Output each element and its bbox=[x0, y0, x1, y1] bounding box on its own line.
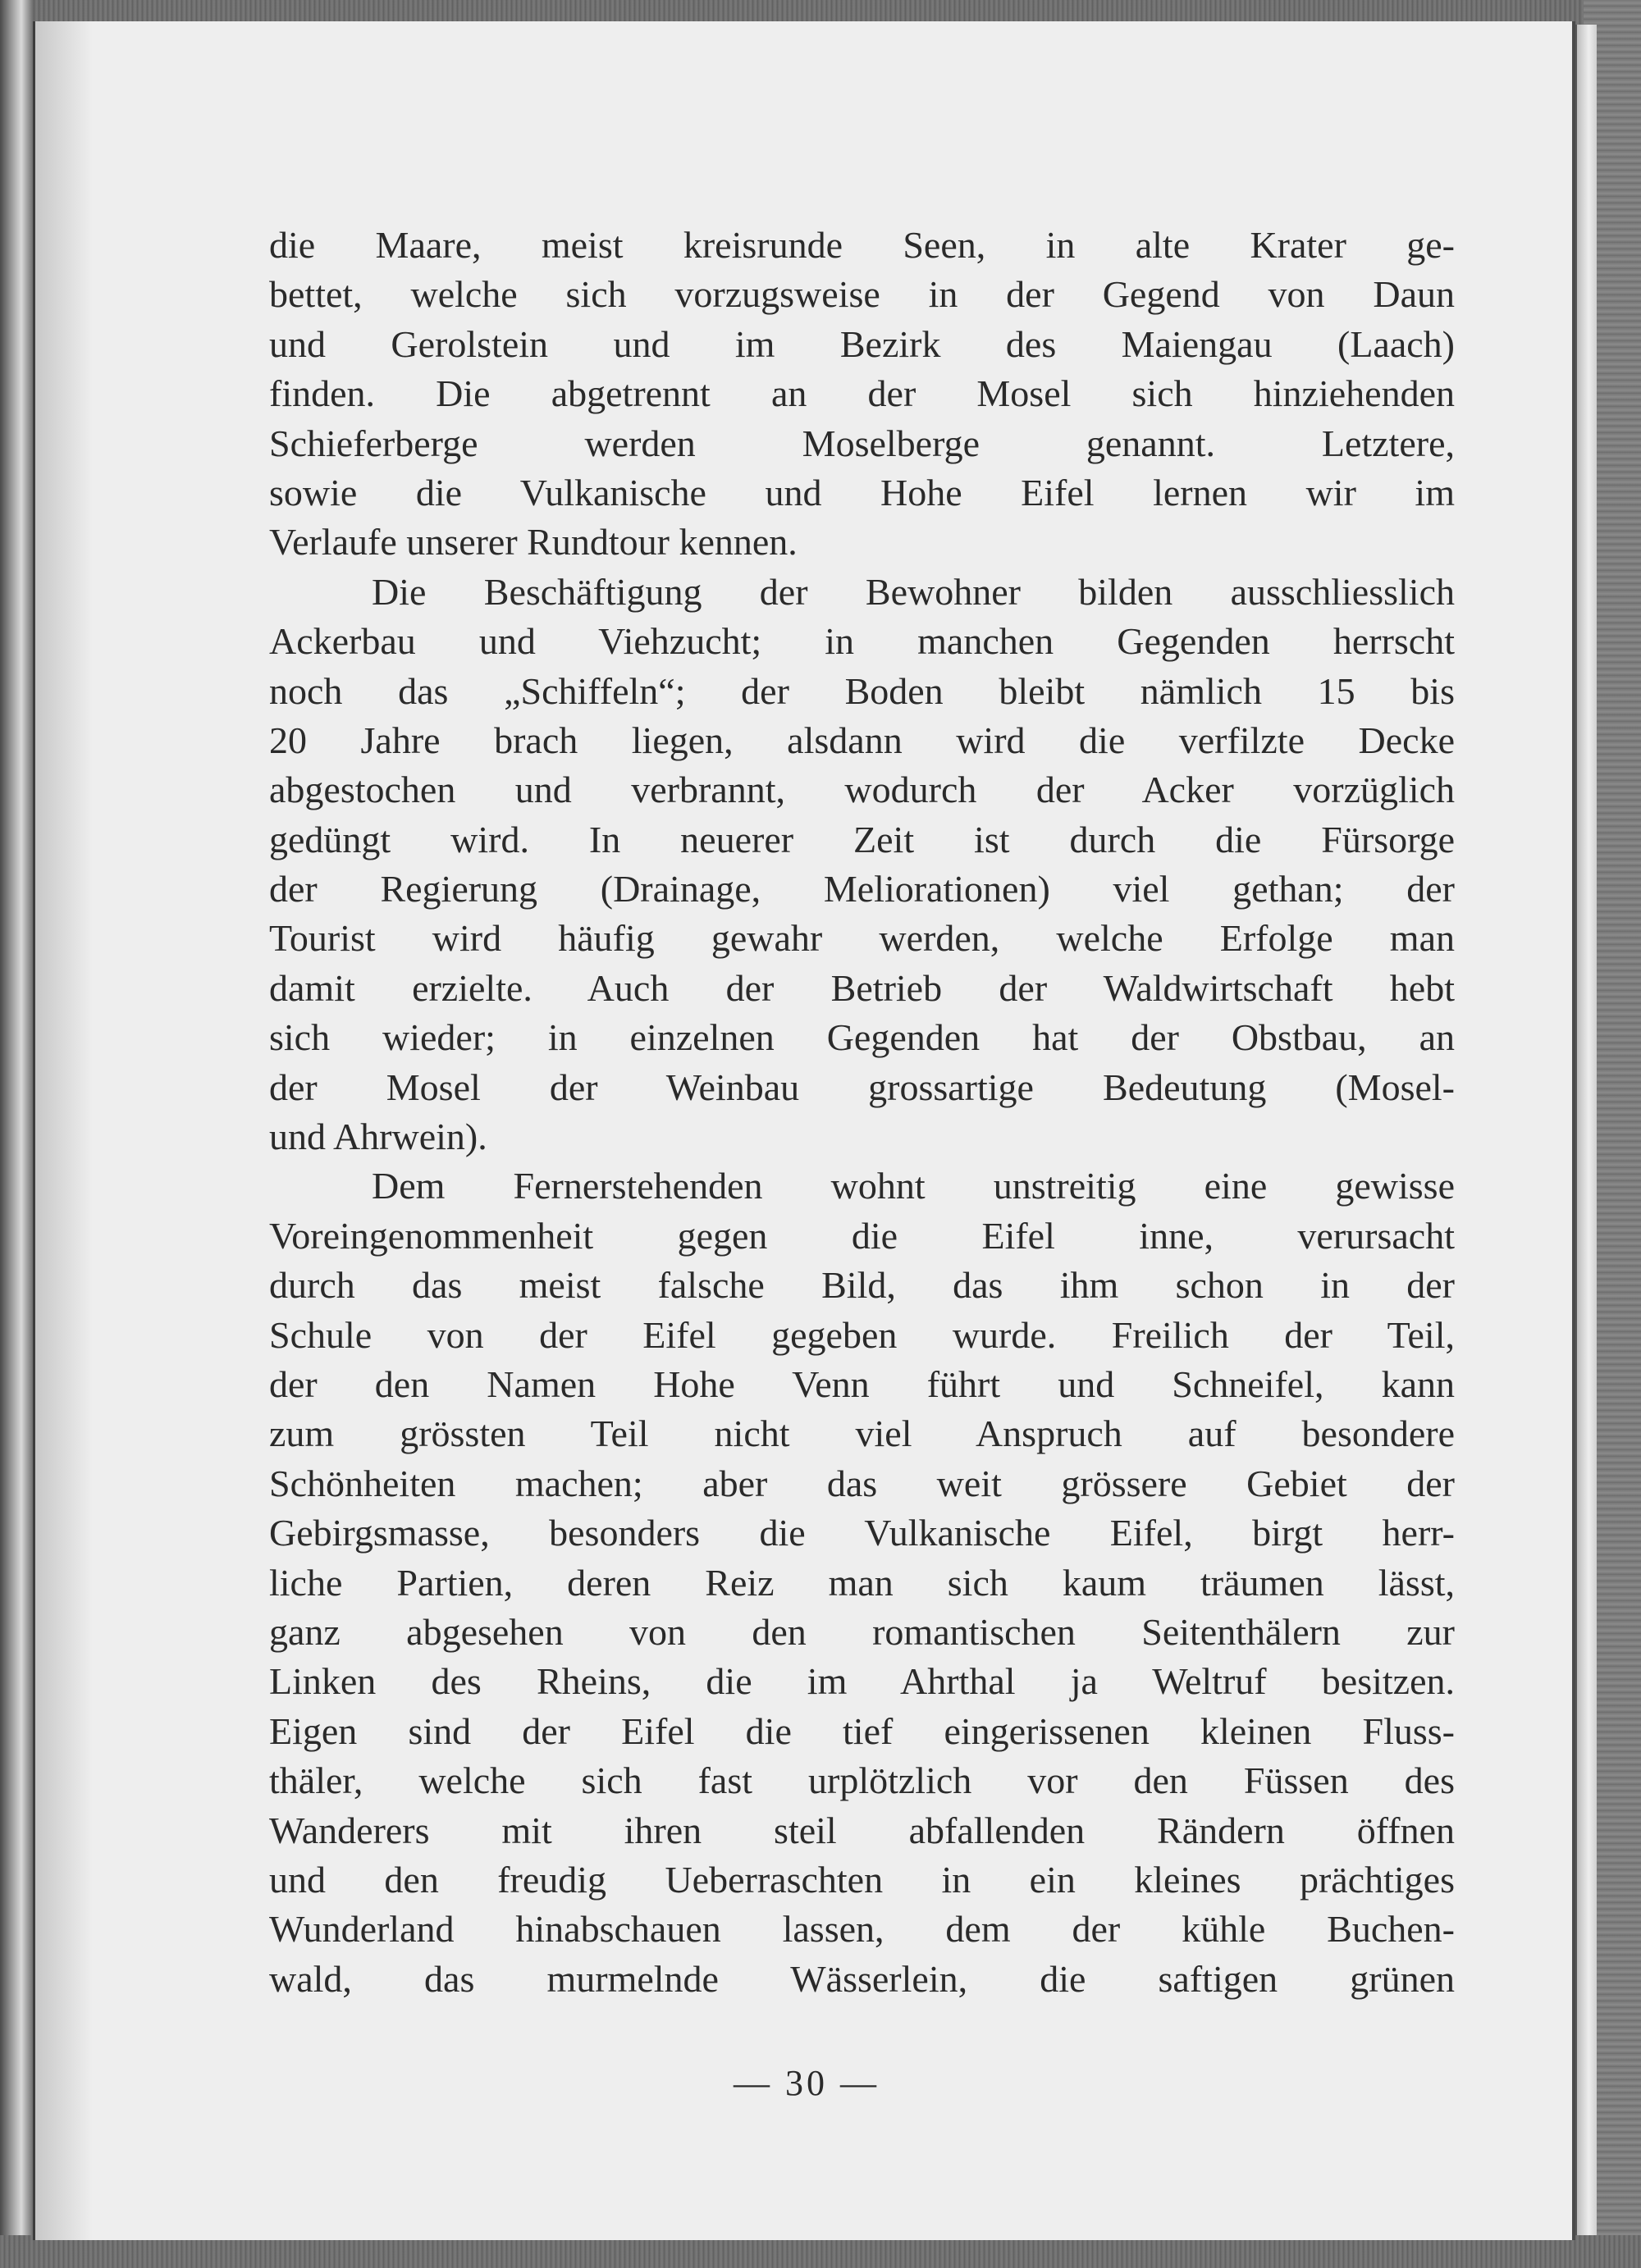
text-line: Ackerbau und Viehzucht; in manchen Gegenden herrscht bbox=[269, 620, 1455, 663]
text-line: liche Partien, deren Reiz man sich kaum träumen lässt, bbox=[269, 1561, 1455, 1604]
text-line: gedüngt wird. In neuerer Zeit ist durch die Fürsorge bbox=[269, 818, 1455, 860]
text-line: und Ahrwein). bbox=[269, 1116, 487, 1158]
text-line: Verlaufe unserer Rundtour kennen. bbox=[269, 521, 798, 564]
text-line: Gebirgsmasse, besonders die Vulkanische Eifel, birgt herr- bbox=[269, 1512, 1455, 1554]
book-page bbox=[33, 21, 1575, 2240]
text-line: Die Beschäftigung der Bewohner bilden ausschliesslich bbox=[372, 570, 1455, 613]
text-line: zum grössten Teil nicht viel Anspruch auf besondere bbox=[269, 1412, 1455, 1455]
text-line: Wunderland hinabschauen lassen, dem der kühle Buchen- bbox=[269, 1908, 1455, 1951]
paragraph bbox=[269, 568, 1455, 1162]
text-line: und den freudig Ueberraschten in ein kleines prächtiges bbox=[269, 1858, 1455, 1901]
gutter-shadow bbox=[35, 21, 93, 2240]
book-cover-bottom-edge bbox=[0, 2235, 1641, 2268]
text-line: der den Namen Hohe Venn führt und Schneifel, kann bbox=[269, 1362, 1455, 1405]
text-line: durch das meist falsche Bild, das ihm schon in der bbox=[269, 1264, 1455, 1307]
text-line: sich wieder; in einzelnen Gegenden hat der Obstbau, an bbox=[269, 1016, 1455, 1059]
text-line: finden. Die abgetrennt an der Mosel sich hinziehenden bbox=[269, 372, 1455, 415]
text-line: noch das „Schiffeln“; der Boden bleibt nämlich 15 bis bbox=[269, 669, 1455, 712]
book-spine-edge bbox=[0, 0, 33, 2268]
body-text bbox=[269, 221, 1455, 2004]
text-line: Schule von der Eifel gegeben wurde. Freilich der Teil, bbox=[269, 1313, 1455, 1356]
adjacent-page-edge bbox=[1575, 25, 1597, 2239]
text-line: Linken des Rheins, die im Ahrthal ja Weltruf besitzen. bbox=[269, 1660, 1455, 1703]
text-line: und Gerolstein und im Bezirk des Maiengau (Laach) bbox=[269, 322, 1455, 365]
text-line: der Mosel der Weinbau grossartige Bedeutung (Mosel- bbox=[269, 1066, 1455, 1108]
text-line: Schönheiten machen; aber das weit grössere Gebiet der bbox=[269, 1462, 1455, 1504]
text-line: die Maare, meist kreisrunde Seen, in alte Krater ge- bbox=[269, 224, 1455, 266]
text-line: damit erzielte. Auch der Betrieb der Waldwirtschaft hebt bbox=[269, 966, 1455, 1009]
text-line: Voreingenommenheit gegen die Eifel inne, verursacht bbox=[269, 1214, 1455, 1257]
text-line: der Regierung (Drainage, Meliorationen) viel gethan; der bbox=[269, 868, 1455, 910]
paragraph bbox=[269, 221, 1455, 568]
text-line: bettet, welche sich vorzugsweise in der Gegend von Daun bbox=[269, 273, 1455, 316]
text-line: 20 Jahre brach liegen, alsdann wird die verfilzte Decke bbox=[269, 719, 1455, 761]
text-line: Dem Fernerstehenden wohnt unstreitig eine gewisse bbox=[372, 1165, 1455, 1207]
text-line: wald, das murmelnde Wässerlein, die saftigen grünen bbox=[269, 1957, 1455, 2000]
page-number: — 30 — bbox=[734, 2063, 880, 2103]
text-line: Wanderers mit ihren steil abfallenden Rändern öffnen bbox=[269, 1809, 1455, 1851]
text-line: sowie die Vulkanische und Hohe Eifel lernen wir im bbox=[269, 471, 1455, 513]
text-line: thäler, welche sich fast urplötzlich vor den Füssen des bbox=[269, 1759, 1455, 1802]
paragraph bbox=[269, 1161, 1455, 2004]
text-line: ganz abgesehen von den romantischen Seitenthälern zur bbox=[269, 1610, 1455, 1653]
text-line: abgestochen und verbrannt, wodurch der Acker vorzüglich bbox=[269, 769, 1455, 811]
text-line: Tourist wird häufig gewahr werden, welche Erfolge man bbox=[269, 917, 1455, 960]
text-line: Eigen sind der Eifel die tief eingerissenen kleinen Fluss- bbox=[269, 1709, 1455, 1752]
text-line: Schieferberge werden Moselberge genannt. Letztere, bbox=[269, 422, 1455, 464]
